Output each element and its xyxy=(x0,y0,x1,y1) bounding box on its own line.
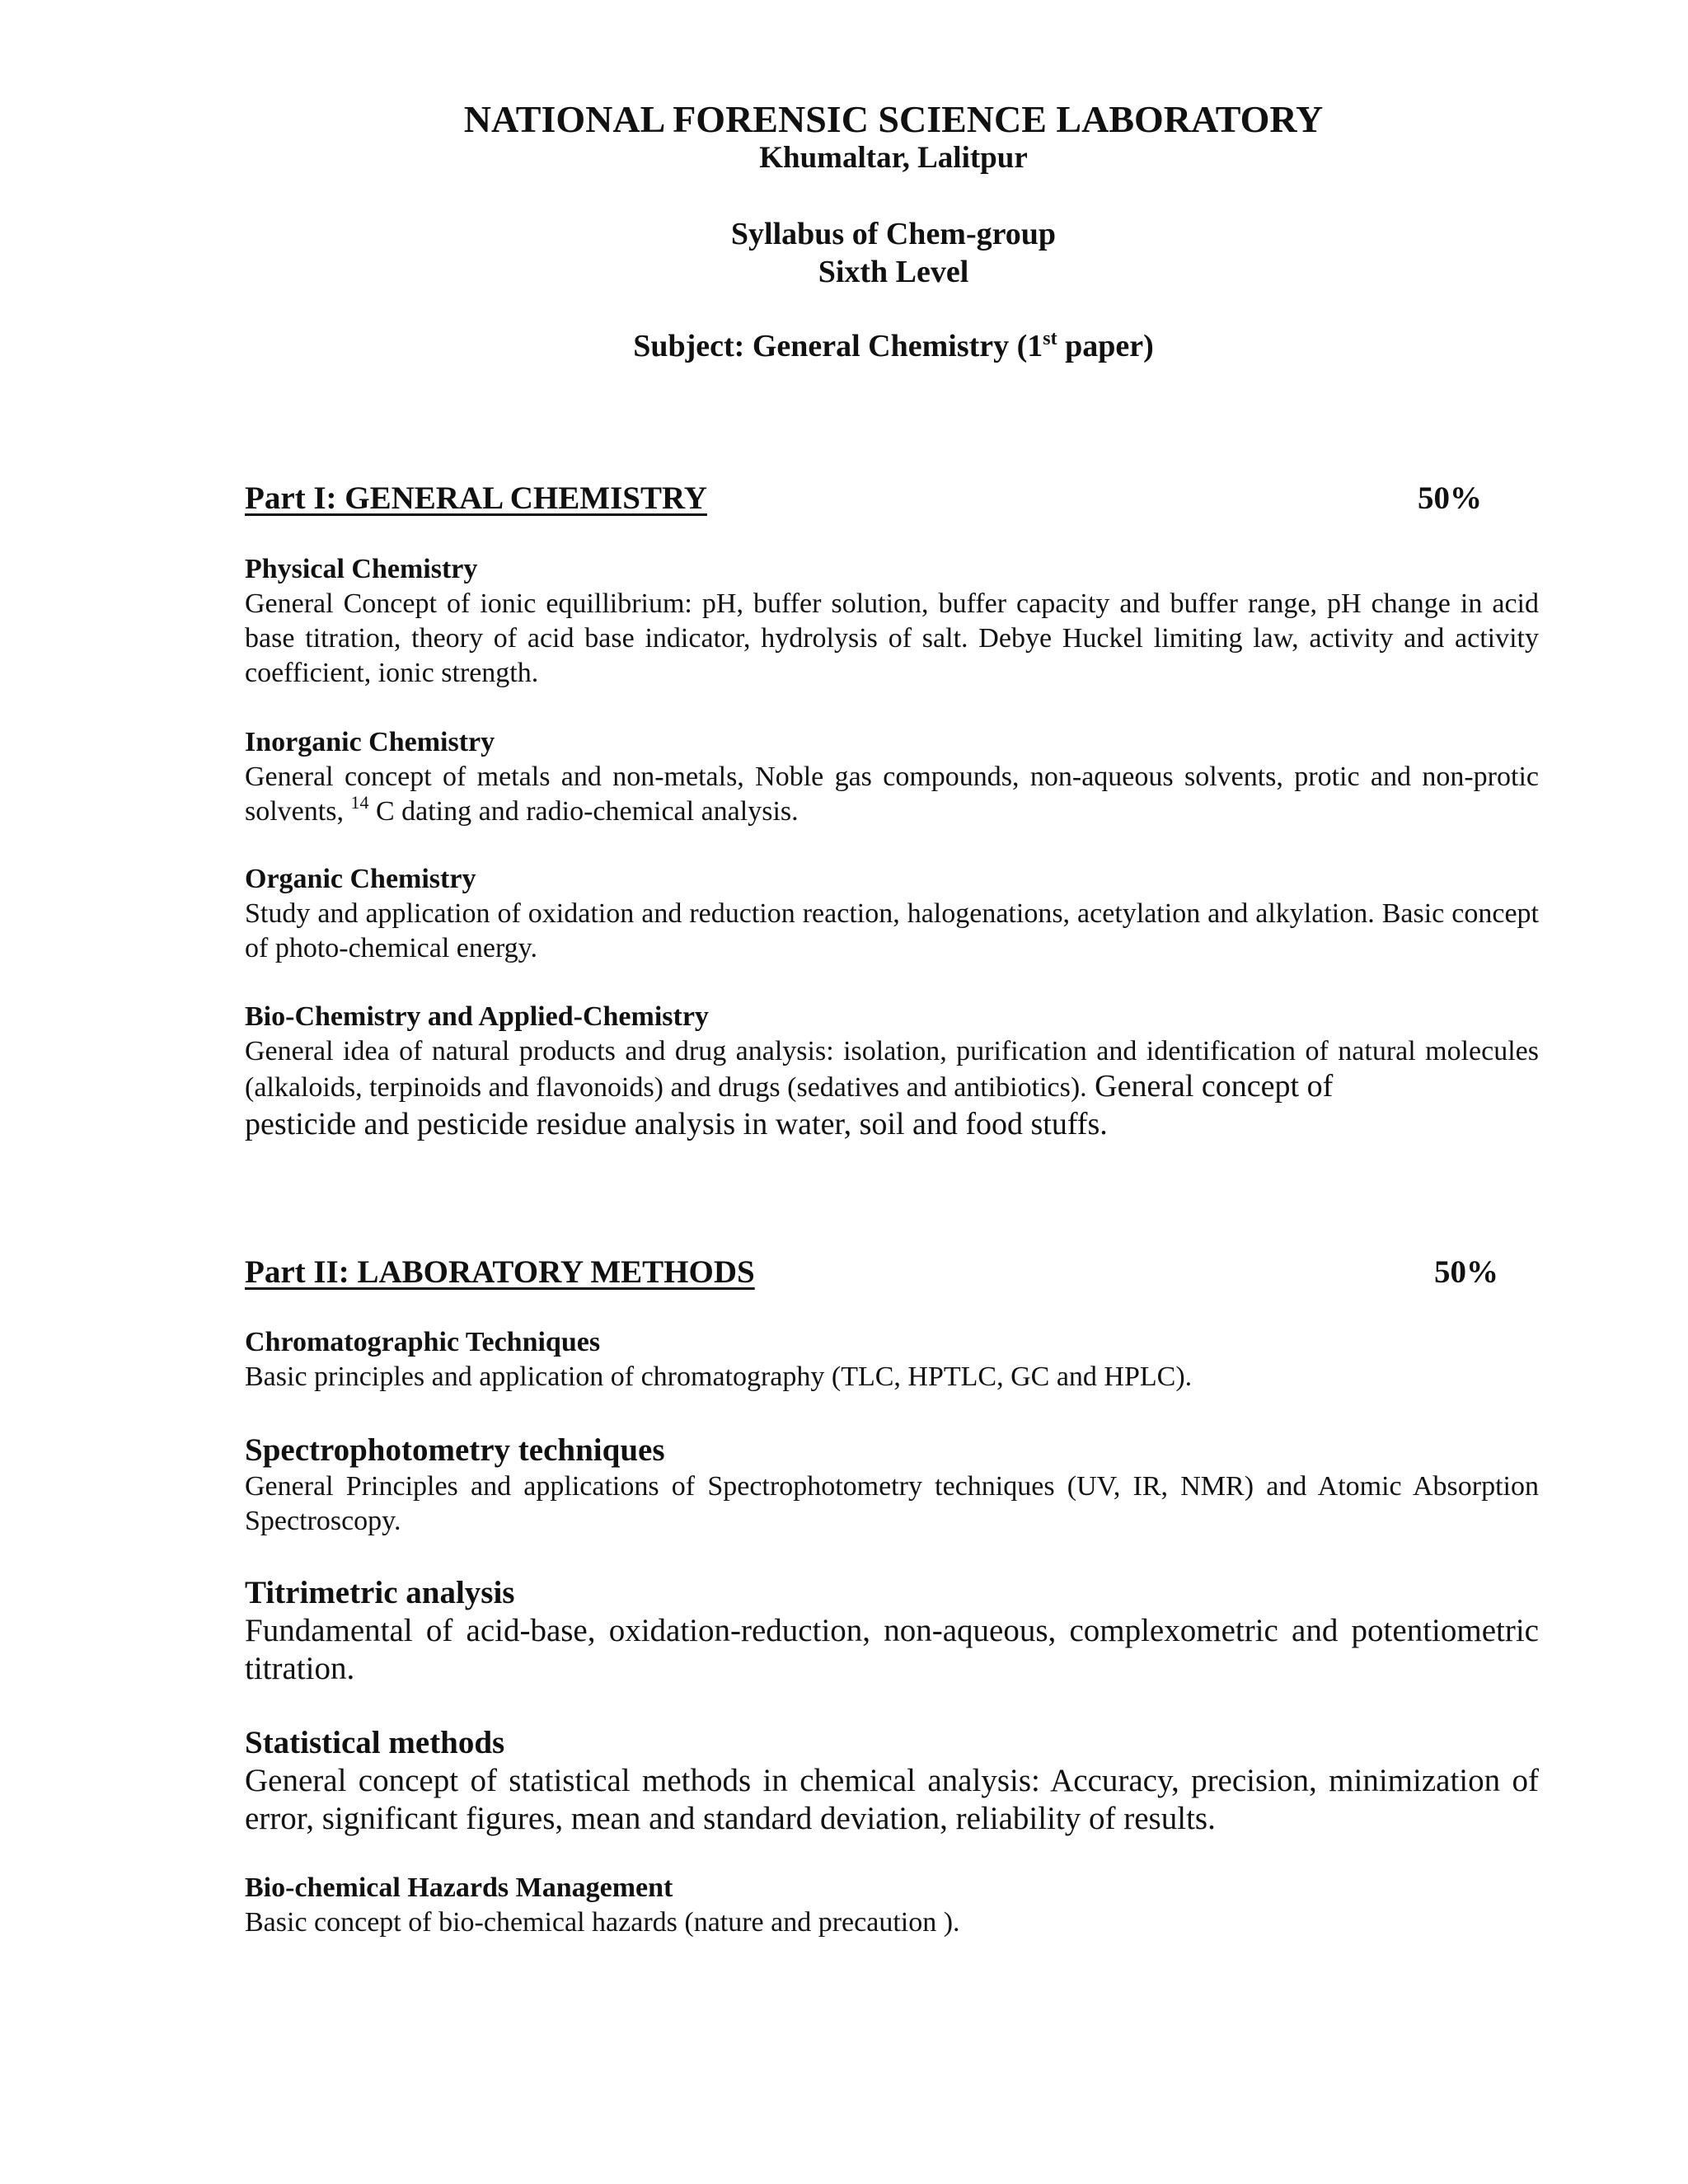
part1-title: Part I: GENERAL CHEMISTRY xyxy=(245,480,707,516)
section-body: Basic concept of bio-chemical hazards (nature and precaution ). xyxy=(245,1907,960,1938)
section-heading: Chromatographic Techniques xyxy=(245,1327,601,1357)
body-text-before: General concept of metals and non-metals, Noble gas compounds, non-aqueous solvents, protic and non-protic solvents, xyxy=(245,762,1539,827)
subject-superscript: st xyxy=(1043,328,1057,349)
part2-heading xyxy=(245,1254,755,1291)
part1-weight: 50% xyxy=(1418,480,1482,516)
section-body: General Principles and applications of Spectrophotometry techniques (UV, IR, NMR) and Atomic Absorption Spectroscopy. xyxy=(245,1471,1539,1536)
section-heading: Bio-chemical Hazards Management xyxy=(245,1872,673,1903)
subject-title xyxy=(0,328,1688,364)
institution-title: NATIONAL FORENSIC SCIENCE LABORATORY xyxy=(463,98,1324,140)
section-body: General concept of statistical methods in chemical analysis: Accuracy, precision, minimization of error, significant figures, mean and standard deviation, reliability of results. xyxy=(245,1763,1539,1836)
section-chromatographic xyxy=(245,1325,1539,1394)
section-physical-chemistry xyxy=(245,552,1539,691)
section-heading: Bio-Chemistry and Applied-Chemistry xyxy=(245,1001,709,1032)
section-heading: Spectrophotometry techniques xyxy=(245,1432,665,1468)
isotope-superscript: 14 xyxy=(350,792,369,813)
part2-weight: 50% xyxy=(1434,1254,1498,1290)
body-text-after: C dating and radio-chemical analysis. xyxy=(368,796,799,827)
section-hazards xyxy=(245,1871,1539,1940)
body-text-part1: General idea of natural products and drug analysis: isolation, purification and identification of natural molecules (alkaloids, terpinoids and flavonoids) and drugs (sedatives and antibiotics). xyxy=(245,1036,1539,1103)
section-titrimetric xyxy=(245,1574,1539,1688)
part2-title: Part II: LABORATORY METHODS xyxy=(245,1254,755,1290)
section-heading: Organic Chemistry xyxy=(245,864,476,894)
institution-location: Khumaltar, Lalitpur xyxy=(759,141,1028,175)
subject-prefix: Subject: General Chemistry (1 xyxy=(633,329,1043,363)
syllabus-title: Syllabus of Chem-group xyxy=(730,217,1057,251)
section-body: General Concept of ionic equillibrium: pH, buffer solution, buffer capacity and buffer range, pH change in acid base titration, theory of acid base indicator, hydrolysis of salt. Debye Huckel limiting law, activity and activity coefficient, ionic strength. xyxy=(245,588,1539,688)
body-text-part3: pesticide and pesticide residue analysis in water, soil and food stuffs. xyxy=(245,1107,1108,1141)
section-heading: Statistical methods xyxy=(245,1725,505,1760)
section-heading: Physical Chemistry xyxy=(245,554,478,584)
level-title: Sixth Level xyxy=(818,255,969,289)
body-text-part2: General concept of xyxy=(1086,1069,1334,1104)
section-body: Study and application of oxidation and reduction reaction, halogenations, acetylation and alkylation. Basic concept of photo-chemical energy. xyxy=(245,898,1539,963)
section-organic-chemistry xyxy=(245,862,1539,966)
section-body xyxy=(245,760,1539,829)
section-biochemistry xyxy=(245,1000,1539,1143)
section-heading: Titrimetric analysis xyxy=(245,1575,515,1610)
section-inorganic-chemistry xyxy=(245,725,1539,829)
subject-suffix: paper) xyxy=(1057,329,1154,363)
section-statistical xyxy=(245,1724,1539,1838)
section-spectrophotometry xyxy=(245,1432,1539,1539)
section-body: Basic principles and application of chromatography (TLC, HPTLC, GC and HPLC). xyxy=(245,1361,1193,1392)
part1-heading xyxy=(245,480,707,517)
section-body xyxy=(245,1034,1539,1143)
section-body: Fundamental of acid-base, oxidation-reduction, non-aqueous, complexometric and potentiometric titration. xyxy=(245,1613,1539,1686)
section-heading: Inorganic Chemistry xyxy=(245,727,495,757)
